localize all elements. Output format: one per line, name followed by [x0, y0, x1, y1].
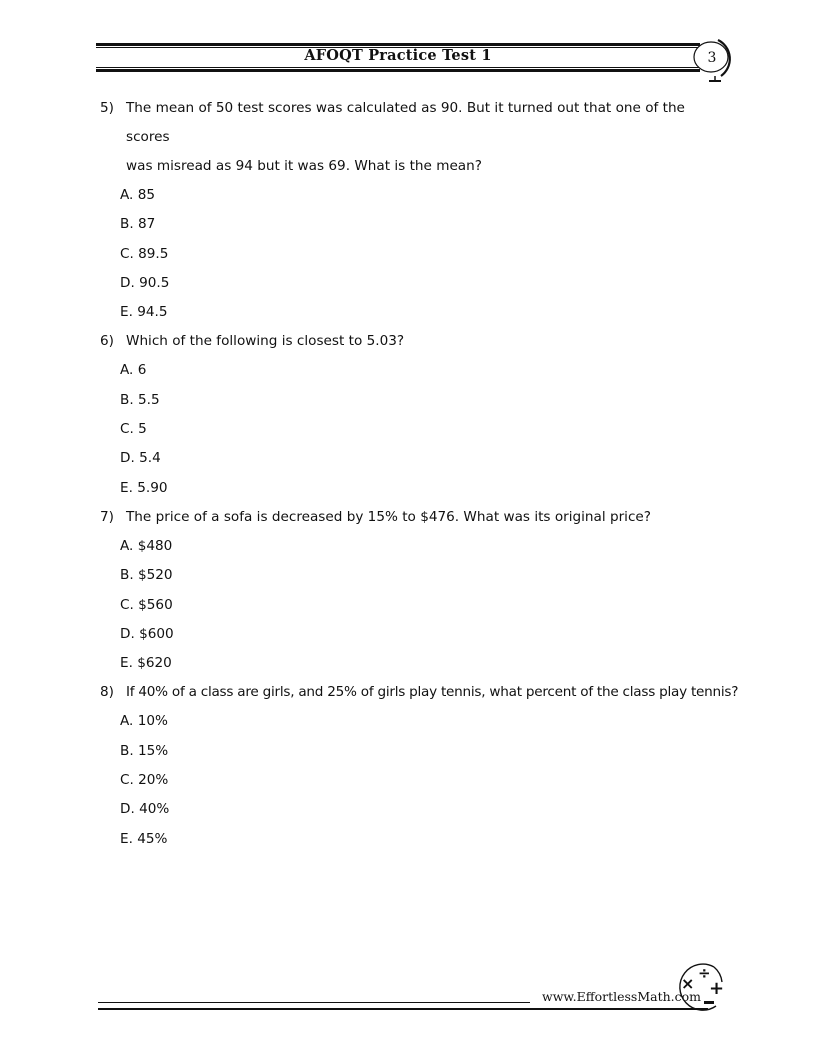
answer-option: E. 45%: [120, 830, 168, 847]
question-stem: [100, 503, 730, 532]
question-number: 8): [100, 684, 114, 701]
header-rule-bottom-thin: [96, 67, 700, 68]
question-stem: [100, 678, 739, 707]
page-footer: [98, 960, 738, 1020]
question-text: [126, 94, 730, 181]
answer-option: B. 87: [120, 216, 156, 233]
question-text-line: was misread as 94 but it was 69. What is the mean?: [126, 158, 482, 174]
question-stem: [100, 327, 730, 356]
question-number: 6): [100, 333, 114, 350]
question-6: [100, 327, 730, 502]
question-list: [100, 94, 739, 854]
answer-option: A. 85: [120, 187, 155, 203]
svg-text:+: +: [709, 978, 725, 999]
page-header: [96, 40, 736, 80]
answer-option: A. $480: [120, 537, 173, 554]
answer-option: A. 10%: [120, 713, 168, 730]
answer-option: C. $560: [120, 596, 173, 613]
header-rule-bottom-thick: [96, 69, 700, 72]
answer-option: B. $520: [120, 567, 173, 584]
page-number: 3: [707, 50, 717, 66]
question-text: Which of the following is closest to 5.03?: [126, 333, 405, 350]
svg-text:÷: ÷: [698, 964, 711, 982]
math-operators-logo-icon: [674, 960, 730, 1014]
answer-option: B. 15%: [120, 742, 169, 759]
header-rule-top-thick: [96, 43, 700, 46]
question-number: 5): [100, 100, 114, 116]
answer-option: D. 5.4: [120, 450, 161, 467]
question-number: 7): [100, 508, 114, 525]
answer-option: A. 6: [120, 362, 147, 379]
question-stem: [100, 94, 730, 181]
footer-rule-thick: [98, 1008, 708, 1010]
answer-option: D. $600: [120, 625, 174, 642]
answer-option: E. $620: [120, 655, 172, 672]
question-text: The price of a sofa is decreased by 15% to $476. What was its original price?: [126, 508, 652, 525]
question-text: If 40% of a class are girls, and 25% of girls play tennis, what percent of the class play tennis?: [126, 684, 739, 701]
answer-option: C. 89.5: [120, 245, 169, 262]
answer-option: B. 5.5: [120, 391, 160, 408]
answer-option: D. 90.5: [120, 274, 170, 291]
header-title: AFOQT Practice Test 1: [304, 47, 492, 64]
answer-option: D. 40%: [120, 801, 170, 818]
question-8: [100, 678, 739, 853]
answer-option: C. 20%: [120, 772, 169, 789]
footer-rule-thin: [98, 1002, 530, 1003]
svg-text:×: ×: [681, 974, 695, 993]
question-5: [100, 94, 730, 327]
answer-option: C. 5: [120, 421, 147, 438]
answer-option: E. 94.5: [120, 304, 168, 321]
question-7: [100, 503, 730, 678]
footer-url: www.EffortlessMath.com: [542, 989, 702, 1004]
question-text-line: The mean of 50 test scores was calculated as 90. But it turned out that one of the scores: [126, 100, 685, 145]
answer-option: E. 5.90: [120, 479, 168, 496]
